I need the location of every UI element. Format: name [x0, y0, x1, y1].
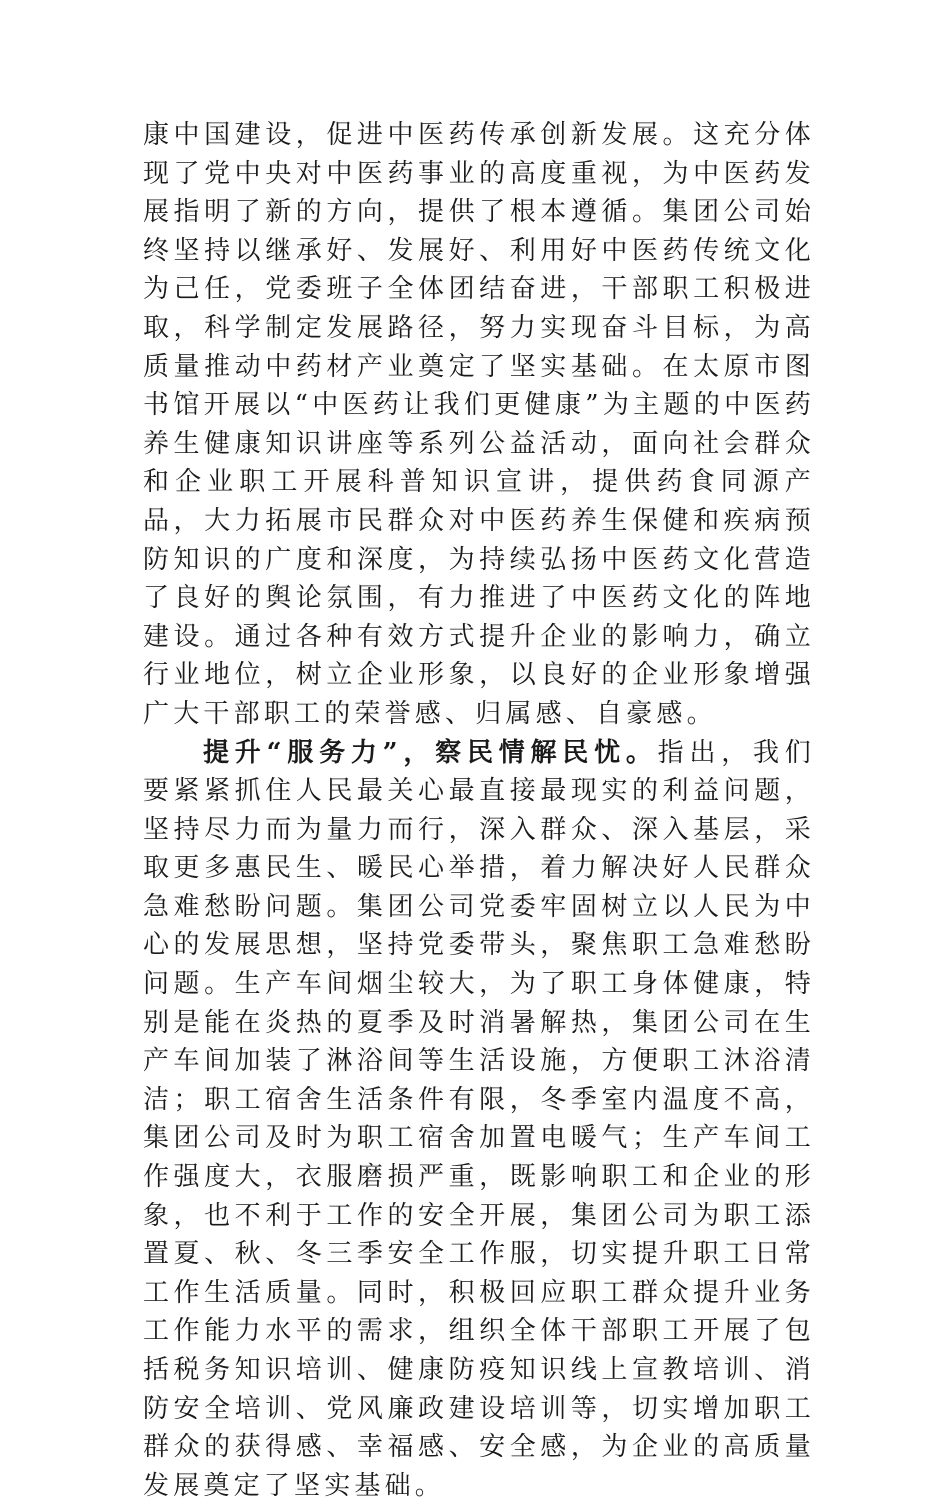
paragraph-2-text: 指出，我们要紧紧抓住人民最关心最直接最现实的利益问题，坚持尽力而为量力而行，深入群众、深入基层，采取更多惠民生、暖民心举措，着力解决好人民群众急难愁盼问题。集团公司党委牢固树立以人民为中心的发展思想，坚持党委带头，聚焦职工急难愁盼问题。生产车间烟尘较大，为了职工身体健康，特别是能在炎热的夏季及时消暑解热，集团公司在生产车间加装了淋浴间等生活设施，方便职工沐浴清洁；职工宿舍生活条件有限，冬季室内温度不高，集团公司及时为职工宿舍加置电暖气；生产车间工作强度大，衣服磨损严重，既影响职工和企业的形象，也不利于工作的安全开展，集团公司为职工添置夏、秋、冬三季安全工作服，切实提升职工日常工作生活质量。同时，积极回应职工群众提升业务工作能力水平的需求，组织全体干部职工开展了包括税务知识培训、健康防疫知识线上宣教培训、消防安全培训、党风廉政建设培训等，切实增加职工群众的获得感、幸福感、安全感，为企业的高质量发展奠定了坚实基础。	[143, 738, 815, 1501]
document-body	[143, 116, 815, 1505]
paragraph-2-lead: 提升“服务力”，察民情解民忧。	[203, 738, 658, 768]
paragraph-1	[143, 116, 815, 734]
paragraph-2	[143, 734, 815, 1505]
paragraph-1-text: 康中国建设，促进中医药传承创新发展。这充分体现了党中央对中医药事业的高度重视，为中医药发展指明了新的方向，提供了根本遵循。集团公司始终坚持以继承好、发展好、利用好中医药传统文化为己任，党委班子全体团结奋进，干部职工积极进取，科学制定发展路径，努力实现奋斗目标，为高质量推动中药材产业奠定了坚实基础。在太原市图书馆开展以“中医药让我们更健康”为主题的中医药养生健康知识讲座等系列公益活动，面向社会群众和企业职工开展科普知识宣讲，提供药食同源产品，大力拓展市民群众对中医药养生保健和疾病预防知识的广度和深度，为持续弘扬中医药文化营造了良好的舆论氛围，有力推进了中医药文化的阵地建设。通过各种有效方式提升企业的影响力，确立行业地位，树立企业形象，以良好的企业形象增强广大干部职工的荣誉感、归属感、自豪感。	[143, 120, 815, 729]
